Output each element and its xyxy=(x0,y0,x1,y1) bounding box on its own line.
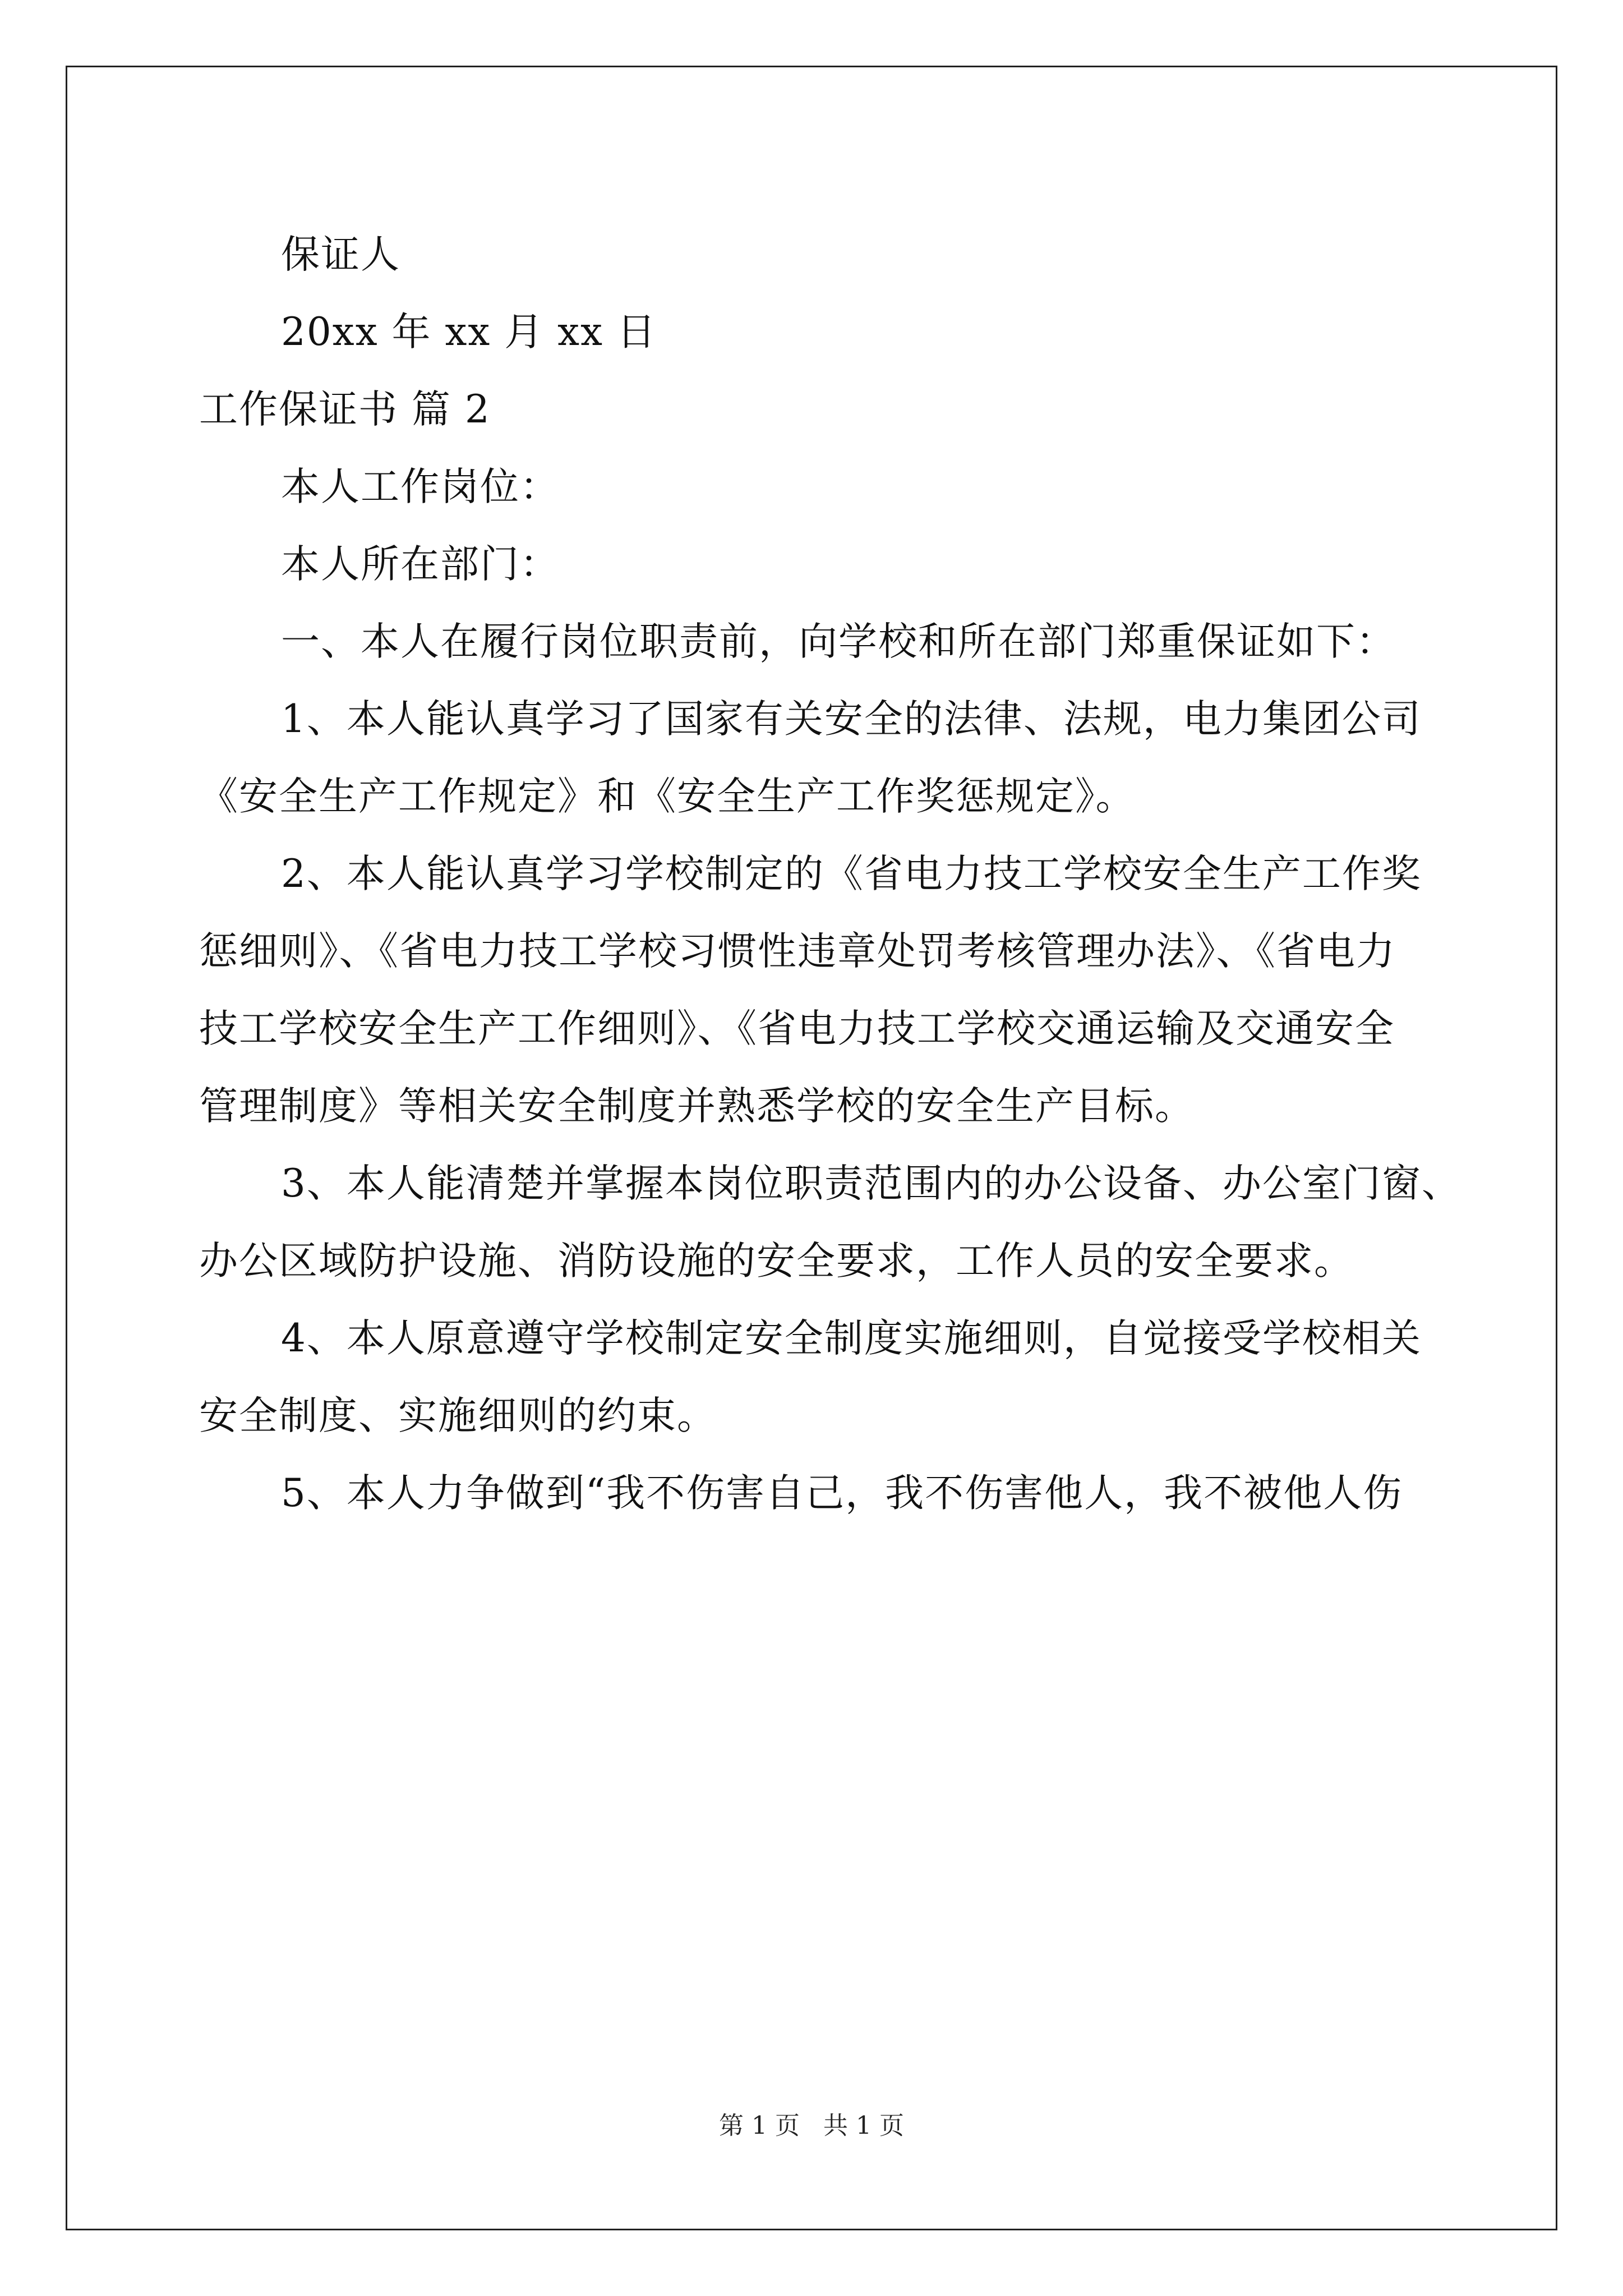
paragraph-item-2-cont-2: 技工学校安全生产工作细则》、《省电力技工学校交通运输及交通安全 xyxy=(199,1006,1395,1051)
paragraph-item-3-cont: 办公区域防护设施、消防设施的安全要求，工作人员的安全要求。 xyxy=(199,1239,1354,1283)
page-number: 第 1 页 xyxy=(719,2111,800,2140)
document-body xyxy=(199,216,1461,1532)
signature-label: 保证人 xyxy=(281,232,400,277)
section-heading: 工作保证书 篇 2 xyxy=(199,387,491,432)
paragraph-1: 一、本人在履行岗位职责前，向学校和所在部门郑重保证如下： xyxy=(281,619,1396,664)
paragraph-item-4-cont: 安全制度、实施细则的约束。 xyxy=(199,1393,717,1438)
paragraph-item-1-cont: 《安全生产工作规定》和《安全生产工作奖惩规定》。 xyxy=(199,774,1136,819)
paragraph-item-2-cont-3: 管理制度》等相关安全制度并熟悉学校的安全生产目标。 xyxy=(199,1084,1195,1129)
department-field: 本人所在部门： xyxy=(281,542,560,587)
paragraph-item-5: 5、本人力争做到“我不伤害自己，我不伤害他人，我不被他人伤 xyxy=(281,1471,1403,1516)
page-footer xyxy=(0,2109,1623,2143)
paragraph-item-4: 4、本人原意遵守学校制定安全制度实施细则，自觉接受学校相关 xyxy=(281,1316,1422,1361)
page-total: 共 1 页 xyxy=(823,2111,904,2140)
job-position-field: 本人工作岗位： xyxy=(281,464,560,509)
paragraph-item-1: 1、本人能认真学习了国家有关安全的法律、法规，电力集团公司 xyxy=(281,697,1422,742)
paragraph-item-2-cont-1: 惩细则》、《省电力技工学校习惯性违章处罚考核管理办法》、《省电力 xyxy=(199,929,1396,974)
paragraph-item-3: 3、本人能清楚并掌握本岗位职责范围内的办公设备、办公室门窗、 xyxy=(281,1161,1461,1206)
paragraph-item-2: 2、本人能认真学习学校制定的《省电力技工学校安全生产工作奖 xyxy=(281,852,1422,896)
signature-date: 20xx 年 xx 月 xx 日 xyxy=(281,310,657,355)
